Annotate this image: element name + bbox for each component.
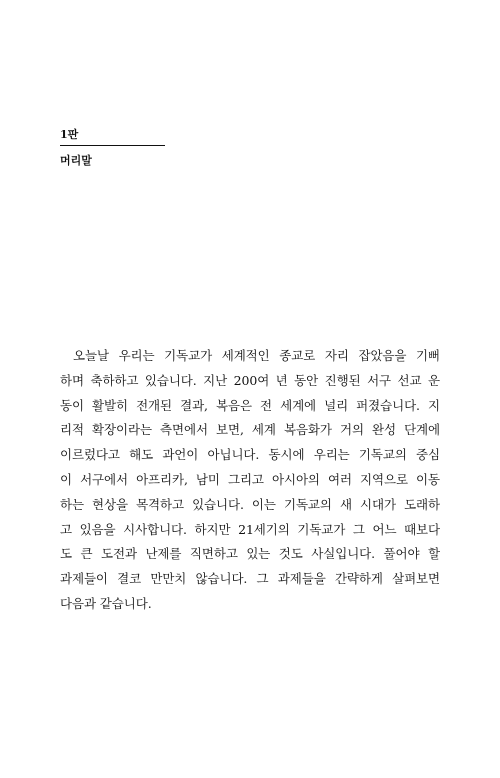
body-line: 하며 축하하고 있습니다. 지난 200여 년 동안 진행된 서구 선교 운 (60, 372, 440, 388)
edition-label: 1판 (60, 128, 79, 141)
body-line: 과제들이 결코 만만치 않습니다. 그 과제들을 간략하게 살펴보면 (60, 571, 440, 587)
body-line: 이르렀다고 해도 과언이 아닙니다. 동시에 우리는 기독교의 중심 (60, 447, 440, 463)
body-line: 이 서구에서 아프리카, 남미 그리고 아시아의 여러 지역으로 이동 (60, 471, 440, 487)
section-title: 머리말 (60, 154, 92, 167)
body-line: 고 있음을 시사합니다. 하지만 21세기의 기독교가 그 어느 때보다 (60, 521, 440, 537)
body-paragraph (60, 344, 440, 617)
body-line: 동이 활발히 전개된 결과, 복음은 전 세계에 널리 퍼졌습니다. 지 (60, 397, 440, 413)
body-line: 도 큰 도전과 난제를 직면하고 있는 것도 사실입니다. 풀어야 할 (60, 546, 440, 562)
body-line: 리적 확장이라는 측면에서 보면, 세계 복음화가 거의 완성 단계에 (60, 422, 440, 438)
header-rule (60, 145, 165, 146)
body-line: 다음과 같습니다. (60, 595, 152, 611)
body-line: 오늘날 우리는 기독교가 세계적인 종교로 자리 잡았음을 기뻐 (73, 348, 440, 363)
body-line: 하는 현상을 목격하고 있습니다. 이는 기독교의 새 시대가 도래하 (60, 496, 440, 512)
